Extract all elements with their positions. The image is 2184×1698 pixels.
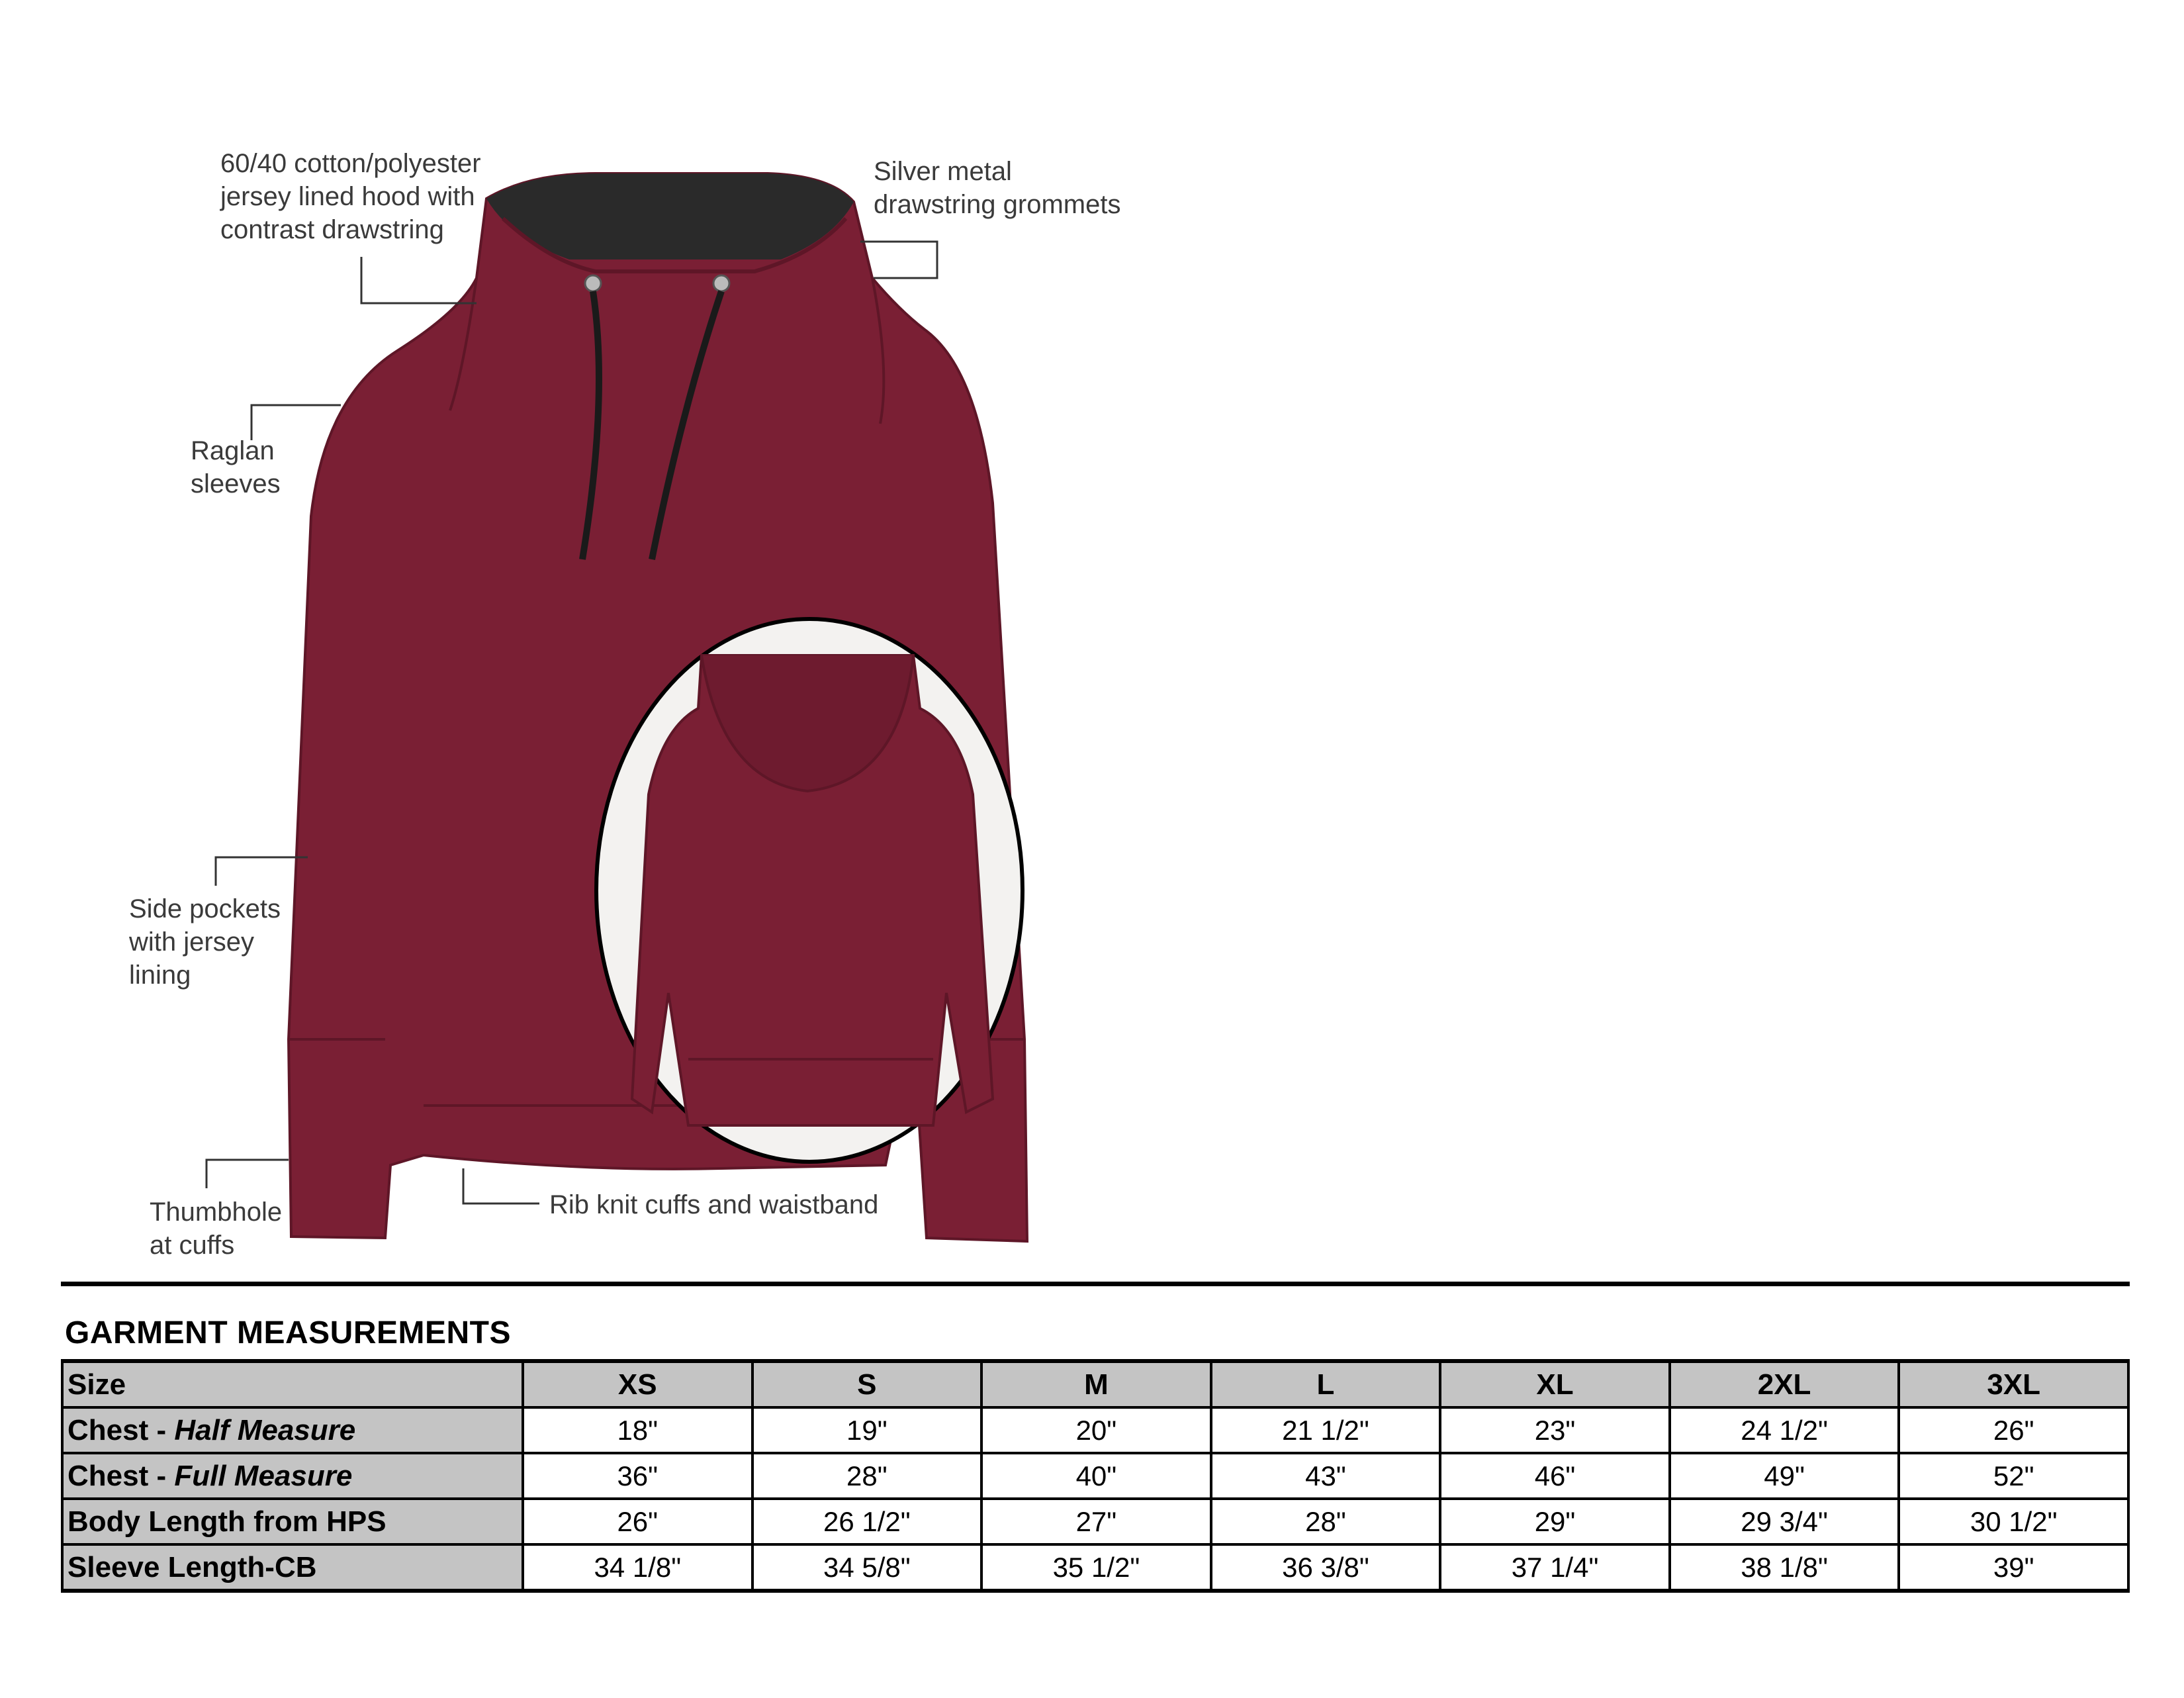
table-cell: 27"	[981, 1499, 1211, 1544]
table-cell: 34 1/8"	[523, 1544, 752, 1591]
table-row	[62, 1499, 2128, 1544]
table-cell: 36"	[523, 1453, 752, 1499]
table-cell: 26"	[1899, 1407, 2128, 1453]
table-row	[62, 1407, 2128, 1453]
table-cell: 39"	[1899, 1544, 2128, 1591]
callout-thumbhole: Thumbhole at cuffs	[150, 1198, 283, 1260]
table-cell: 37 1/4"	[1440, 1544, 1670, 1591]
callout-rib-knit: Rib knit cuffs and waistband	[549, 1190, 879, 1219]
table-cell: 52"	[1899, 1453, 2128, 1499]
callout-pockets: Side pockets with jersey lining	[129, 894, 281, 990]
table-cell: 35 1/2"	[981, 1544, 1211, 1591]
size-header-label: Size	[62, 1361, 523, 1407]
size-header-2xl: 2XL	[1670, 1361, 1899, 1407]
row-label-main: Chest -	[68, 1413, 175, 1446]
row-label-main: Sleeve Length-CB	[68, 1550, 317, 1583]
row-label	[62, 1453, 523, 1499]
size-header-3xl: 3XL	[1899, 1361, 2128, 1407]
size-header-s: S	[752, 1361, 982, 1407]
table-cell: 30 1/2"	[1899, 1499, 2128, 1544]
table-cell: 43"	[1211, 1453, 1441, 1499]
table-cell: 38 1/8"	[1670, 1544, 1899, 1591]
row-label-em: Full Measure	[174, 1459, 353, 1492]
callout-hood: 60/40 cotton/polyester jersey lined hood with contrast drawstring	[220, 149, 481, 244]
table-cell: 26 1/2"	[752, 1499, 982, 1544]
table-cell: 34 5/8"	[752, 1544, 982, 1591]
callout-raglan: Raglan sleeves	[191, 436, 281, 498]
table-cell: 23"	[1440, 1407, 1670, 1453]
table-cell: 29 3/4"	[1670, 1499, 1899, 1544]
back-view-inset	[596, 619, 1023, 1162]
table-cell: 18"	[523, 1407, 752, 1453]
table-cell: 24 1/2"	[1670, 1407, 1899, 1453]
size-header-xs: XS	[523, 1361, 752, 1407]
table-cell: 28"	[752, 1453, 982, 1499]
size-header-xl: XL	[1440, 1361, 1670, 1407]
table-cell: 36 3/8"	[1211, 1544, 1441, 1591]
size-header-m: M	[981, 1361, 1211, 1407]
table-cell: 28"	[1211, 1499, 1441, 1544]
table-cell: 19"	[752, 1407, 982, 1453]
table-cell: 20"	[981, 1407, 1211, 1453]
table-cell: 21 1/2"	[1211, 1407, 1441, 1453]
row-label-main: Chest -	[68, 1459, 175, 1492]
measurements-table	[61, 1359, 2130, 1593]
table-cell: 49"	[1670, 1453, 1899, 1499]
measurements-title: GARMENT MEASUREMENTS	[65, 1315, 512, 1350]
table-row	[62, 1544, 2128, 1591]
table-cell: 29"	[1440, 1499, 1670, 1544]
row-label	[62, 1407, 523, 1453]
row-label-main: Body Length from HPS	[68, 1505, 387, 1538]
table-cell: 40"	[981, 1453, 1211, 1499]
size-header-l: L	[1211, 1361, 1441, 1407]
row-label	[62, 1544, 523, 1591]
size-header-row	[62, 1361, 2128, 1407]
callout-grommets: Silver metal drawstring grommets	[874, 157, 1121, 219]
row-label	[62, 1499, 523, 1544]
row-label-em: Half Measure	[174, 1413, 356, 1446]
table-row	[62, 1453, 2128, 1499]
section-divider	[61, 1282, 2130, 1286]
table-cell: 26"	[523, 1499, 752, 1544]
table-cell: 46"	[1440, 1453, 1670, 1499]
